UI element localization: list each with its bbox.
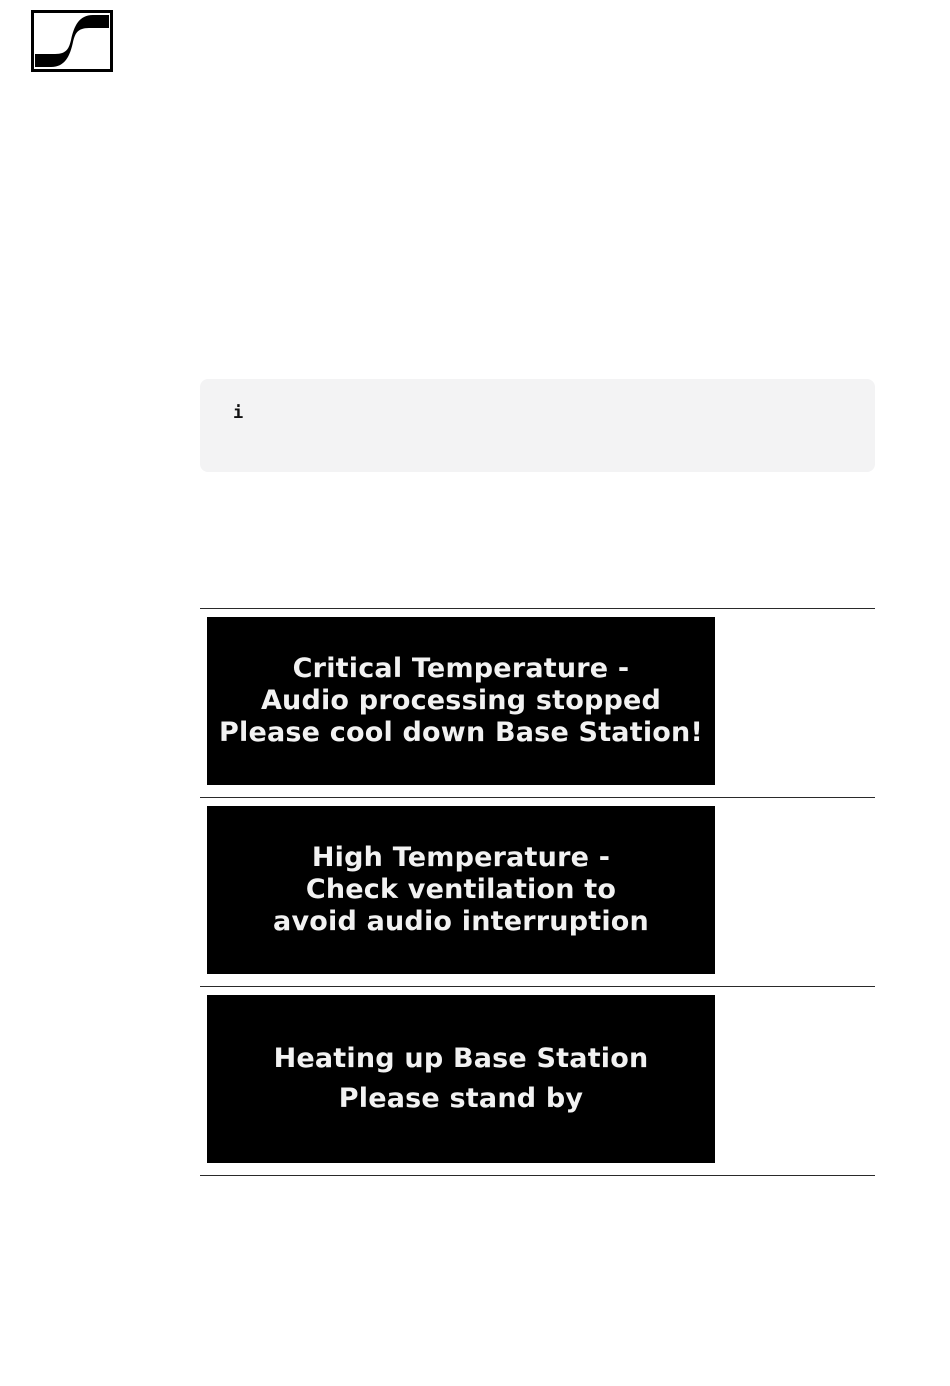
display-messages-table	[200, 608, 875, 1176]
display-screen-heating-up	[207, 995, 715, 1163]
screen-line: Please stand by	[338, 1083, 584, 1114]
display-screen-critical-temperature	[207, 617, 715, 785]
display-screen-high-temperature	[207, 806, 715, 974]
info-icon: i	[233, 403, 244, 423]
table-row	[200, 986, 875, 1176]
info-note-box	[200, 379, 875, 472]
screen-line: Check ventilation to	[305, 874, 617, 905]
screen-line: avoid audio interruption	[273, 906, 649, 937]
screen-line: Audio processing stopped	[260, 685, 662, 716]
screen-line: Critical Temperature -	[292, 653, 630, 684]
screen-line: Heating up Base Station	[273, 1043, 649, 1074]
screen-line: High Temperature -	[311, 842, 611, 873]
screen-line: Please cool down Base Station!	[219, 717, 703, 748]
table-row	[200, 797, 875, 986]
table-row	[200, 608, 875, 797]
sennheiser-logo-icon	[31, 10, 113, 72]
